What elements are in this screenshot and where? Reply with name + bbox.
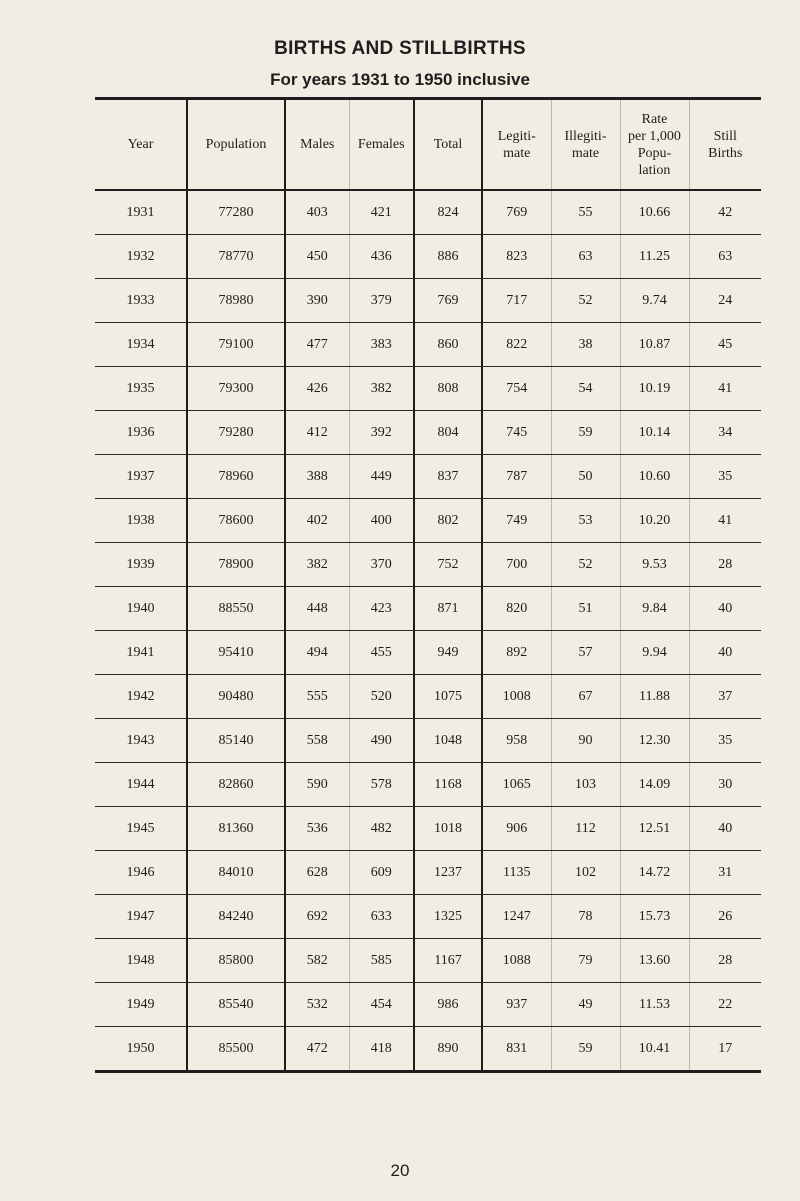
- cell-rate-per-1000: 10.14: [620, 411, 689, 455]
- table-header-row: [95, 99, 761, 191]
- cell-year: 1940: [95, 587, 187, 631]
- cell-legitimate: 822: [482, 323, 551, 367]
- cell-males: 536: [285, 807, 349, 851]
- cell-total: 890: [414, 1027, 482, 1072]
- cell-still-births: 17: [718, 1040, 733, 1056]
- cell-females: 382: [349, 367, 414, 411]
- cell-females: 490: [349, 719, 414, 763]
- cell-population: 85500: [187, 1027, 285, 1072]
- cell-illegitimate: 112: [551, 807, 620, 851]
- cell-males: 382: [285, 543, 349, 587]
- cell-year: 1937: [95, 455, 187, 499]
- table-body: [95, 190, 761, 1072]
- column-header-rate-per-1000: Rate per 1,000 Popu- lation: [620, 99, 689, 191]
- cell-year: 1943: [95, 719, 187, 763]
- cell-illegitimate: 52: [551, 543, 620, 587]
- table-row: [95, 1027, 761, 1072]
- cell-females: 418: [349, 1027, 414, 1072]
- cell-females: 454: [349, 983, 414, 1027]
- cell-still-births: 40: [689, 807, 761, 851]
- cell-legitimate: 1135: [482, 851, 551, 895]
- cell-year: 1945: [95, 807, 187, 851]
- cell-males: 558: [285, 719, 349, 763]
- cell-still-births: 35: [689, 455, 761, 499]
- cell-females: 609: [349, 851, 414, 895]
- cell-males: 582: [285, 939, 349, 983]
- cell-females: 392: [349, 411, 414, 455]
- cell-illegitimate: 59: [551, 1027, 620, 1072]
- page-title: BIRTHS AND STILLBIRTHS: [274, 38, 526, 59]
- cell-females: 585: [349, 939, 414, 983]
- cell-females: 383: [349, 323, 414, 367]
- cell-males: 692: [285, 895, 349, 939]
- cell-rate-per-1000: 10.60: [620, 455, 689, 499]
- cell-population: 88550: [187, 587, 285, 631]
- cell-legitimate: 700: [482, 543, 551, 587]
- table-row: [95, 895, 761, 939]
- cell-still-births: 45: [689, 323, 761, 367]
- cell-females: 370: [349, 543, 414, 587]
- cell-still-births: 34: [689, 411, 761, 455]
- cell-population: 85140: [187, 719, 285, 763]
- cell-total: 986: [414, 983, 482, 1027]
- cell-total: 1167: [414, 939, 482, 983]
- cell-males: 494: [285, 631, 349, 675]
- cell-illegitimate: 51: [551, 587, 620, 631]
- cell-population: 81360: [187, 807, 285, 851]
- column-header-illegitimate: Illegiti- mate: [551, 99, 620, 191]
- cell-rate-per-1000: 11.25: [620, 235, 689, 279]
- cell-illegitimate: 63: [551, 235, 620, 279]
- cell-year: 1941: [95, 631, 187, 675]
- cell-legitimate: 823: [482, 235, 551, 279]
- cell-still-births: 31: [689, 851, 761, 895]
- table-row: [95, 763, 761, 807]
- cell-illegitimate: 79: [551, 939, 620, 983]
- cell-females: 436: [349, 235, 414, 279]
- cell-illegitimate: 90: [551, 719, 620, 763]
- cell-illegitimate: 103: [551, 763, 620, 807]
- cell-year: 1932: [95, 235, 187, 279]
- table-row: [95, 279, 761, 323]
- cell-total: 804: [414, 411, 482, 455]
- cell-population: 90480: [187, 675, 285, 719]
- cell-year: 1936: [95, 411, 187, 455]
- cell-still-births: 24: [689, 279, 761, 323]
- cell-population: 77280: [187, 190, 285, 235]
- cell-total: 769: [414, 279, 482, 323]
- cell-year: 1934: [95, 323, 187, 367]
- cell-total: 949: [414, 631, 482, 675]
- table-row: [95, 675, 761, 719]
- cell-females: 449: [349, 455, 414, 499]
- column-header-males: Males: [285, 99, 349, 191]
- cell-legitimate: 906: [482, 807, 551, 851]
- cell-population: 78600: [187, 499, 285, 543]
- cell-legitimate: 754: [482, 367, 551, 411]
- cell-males: 402: [285, 499, 349, 543]
- cell-rate-per-1000: 12.30: [620, 719, 689, 763]
- cell-legitimate: 1065: [482, 763, 551, 807]
- cell-illegitimate: 57: [551, 631, 620, 675]
- cell-legitimate: 1247: [482, 895, 551, 939]
- table-row: [95, 983, 761, 1027]
- cell-males: 448: [285, 587, 349, 631]
- cell-population: 78980: [187, 279, 285, 323]
- table-row: [95, 190, 761, 235]
- cell-illegitimate: 102: [551, 851, 620, 895]
- cell-females: 379: [349, 279, 414, 323]
- cell-legitimate: 937: [482, 983, 551, 1027]
- cell-females: 423: [349, 587, 414, 631]
- cell-illegitimate: 53: [551, 499, 620, 543]
- cell-males: 412: [285, 411, 349, 455]
- cell-legitimate: 892: [482, 631, 551, 675]
- cell-total: 837: [414, 455, 482, 499]
- column-header-total: Total: [414, 99, 482, 191]
- table-row: [95, 499, 761, 543]
- cell-year: 1939: [95, 543, 187, 587]
- table-row: [95, 411, 761, 455]
- cell-population: 78900: [187, 543, 285, 587]
- column-header-population: Population: [187, 99, 285, 191]
- cell-rate-per-1000: 9.84: [620, 587, 689, 631]
- table-row: [95, 323, 761, 367]
- cell-total: 1325: [414, 895, 482, 939]
- cell-illegitimate: 55: [551, 190, 620, 235]
- cell-legitimate: 787: [482, 455, 551, 499]
- cell-year: 1942: [95, 675, 187, 719]
- table-row: [95, 455, 761, 499]
- cell-illegitimate: 49: [551, 983, 620, 1027]
- cell-females: 455: [349, 631, 414, 675]
- cell-year: 1946: [95, 851, 187, 895]
- cell-rate-per-1000: 11.53: [620, 983, 689, 1027]
- cell-rate-per-1000: 15.73: [620, 895, 689, 939]
- cell-total: 808: [414, 367, 482, 411]
- cell-still-births: 35: [689, 719, 761, 763]
- cell-males: 390: [285, 279, 349, 323]
- cell-rate-per-1000: 14.72: [620, 851, 689, 895]
- cell-still-births: 28: [689, 939, 761, 983]
- cell-legitimate: 717: [482, 279, 551, 323]
- cell-legitimate: 1088: [482, 939, 551, 983]
- cell-illegitimate: 78: [551, 895, 620, 939]
- cell-legitimate: 745: [482, 411, 551, 455]
- cell-population: 85540: [187, 983, 285, 1027]
- cell-year: 1933: [95, 279, 187, 323]
- cell-still-births: 22: [689, 983, 761, 1027]
- cell-population: 78960: [187, 455, 285, 499]
- cell-legitimate: 820: [482, 587, 551, 631]
- cell-year: 1949: [95, 983, 187, 1027]
- cell-still-births: 30: [689, 763, 761, 807]
- cell-total: 860: [414, 323, 482, 367]
- cell-rate-per-1000: 9.74: [620, 279, 689, 323]
- cell-legitimate: 831: [482, 1027, 551, 1072]
- table-row: [95, 235, 761, 279]
- cell-still-births: 37: [689, 675, 761, 719]
- cell-legitimate: 1008: [482, 675, 551, 719]
- cell-year: 1948: [95, 939, 187, 983]
- cell-population: 95410: [187, 631, 285, 675]
- cell-rate-per-1000: 13.60: [620, 939, 689, 983]
- cell-males: 388: [285, 455, 349, 499]
- cell-total: 871: [414, 587, 482, 631]
- table-row: [95, 807, 761, 851]
- column-header-still-births: Still Births: [689, 99, 761, 191]
- cell-still-births: 41: [689, 499, 761, 543]
- cell-total: 752: [414, 543, 482, 587]
- cell-rate-per-1000: 11.88: [620, 675, 689, 719]
- cell-females: 421: [349, 190, 414, 235]
- table-row: [95, 367, 761, 411]
- cell-males: 590: [285, 763, 349, 807]
- cell-still-births: 41: [689, 367, 761, 411]
- cell-illegitimate: 54: [551, 367, 620, 411]
- cell-females: 520: [349, 675, 414, 719]
- cell-males: 628: [285, 851, 349, 895]
- table-row: [95, 719, 761, 763]
- cell-males: 426: [285, 367, 349, 411]
- cell-still-births: 28: [689, 543, 761, 587]
- cell-population: 82860: [187, 763, 285, 807]
- cell-year: 1947: [95, 895, 187, 939]
- cell-illegitimate: 52: [551, 279, 620, 323]
- cell-total: 1168: [414, 763, 482, 807]
- column-header-year: Year: [95, 99, 187, 191]
- cell-year: 1935: [95, 367, 187, 411]
- cell-rate-per-1000: 10.87: [620, 323, 689, 367]
- cell-illegitimate: 59: [551, 411, 620, 455]
- column-header-females: Females: [349, 99, 414, 191]
- cell-rate-per-1000: 12.51: [620, 807, 689, 851]
- cell-rate-per-1000: 9.53: [620, 543, 689, 587]
- births-table: [95, 97, 761, 1073]
- table-row: [95, 631, 761, 675]
- cell-rate-per-1000: 10.19: [620, 367, 689, 411]
- cell-population: 85800: [187, 939, 285, 983]
- cell-males: 403: [285, 190, 349, 235]
- cell-population: 79300: [187, 367, 285, 411]
- cell-year: 1944: [95, 763, 187, 807]
- table-row: [95, 939, 761, 983]
- cell-rate-per-1000: 14.09: [620, 763, 689, 807]
- cell-total: 1018: [414, 807, 482, 851]
- cell-males: 555: [285, 675, 349, 719]
- cell-legitimate: 958: [482, 719, 551, 763]
- cell-still-births: 42: [689, 190, 761, 235]
- cell-total: 1048: [414, 719, 482, 763]
- cell-females: 633: [349, 895, 414, 939]
- page-subtitle: For years 1931 to 1950 inclusive: [270, 70, 530, 89]
- cell-legitimate: 749: [482, 499, 551, 543]
- page-number: 20: [390, 1161, 410, 1180]
- cell-females: 482: [349, 807, 414, 851]
- cell-year: 1938: [95, 499, 187, 543]
- cell-males: 450: [285, 235, 349, 279]
- cell-population: 79100: [187, 323, 285, 367]
- cell-population: 84010: [187, 851, 285, 895]
- cell-rate-per-1000: 10.20: [620, 499, 689, 543]
- cell-males: 532: [285, 983, 349, 1027]
- cell-population: 84240: [187, 895, 285, 939]
- table-row: [95, 851, 761, 895]
- cell-males: 472: [285, 1027, 349, 1072]
- cell-females: 400: [349, 499, 414, 543]
- cell-total: 802: [414, 499, 482, 543]
- cell-total: 886: [414, 235, 482, 279]
- cell-rate-per-1000: 10.41: [620, 1027, 689, 1072]
- cell-illegitimate: 38: [551, 323, 620, 367]
- cell-females: 578: [349, 763, 414, 807]
- cell-rate-per-1000: 9.94: [620, 631, 689, 675]
- table-row: [95, 543, 761, 587]
- cell-year: 1950: [95, 1027, 187, 1072]
- cell-still-births: 40: [689, 587, 761, 631]
- cell-total: 1075: [414, 675, 482, 719]
- cell-year: 1931: [95, 190, 187, 235]
- cell-males: 477: [285, 323, 349, 367]
- cell-total: 1237: [414, 851, 482, 895]
- cell-still-births: 63: [689, 235, 761, 279]
- cell-still-births: 26: [689, 895, 761, 939]
- cell-population: 78770: [187, 235, 285, 279]
- cell-legitimate: 769: [482, 190, 551, 235]
- cell-total: 824: [414, 190, 482, 235]
- table-row: [95, 587, 761, 631]
- cell-population: 79280: [187, 411, 285, 455]
- column-header-legitimate: Legiti- mate: [482, 99, 551, 191]
- cell-still-births: 40: [689, 631, 761, 675]
- cell-illegitimate: 50: [551, 455, 620, 499]
- cell-rate-per-1000: 10.66: [620, 190, 689, 235]
- cell-illegitimate: 67: [551, 675, 620, 719]
